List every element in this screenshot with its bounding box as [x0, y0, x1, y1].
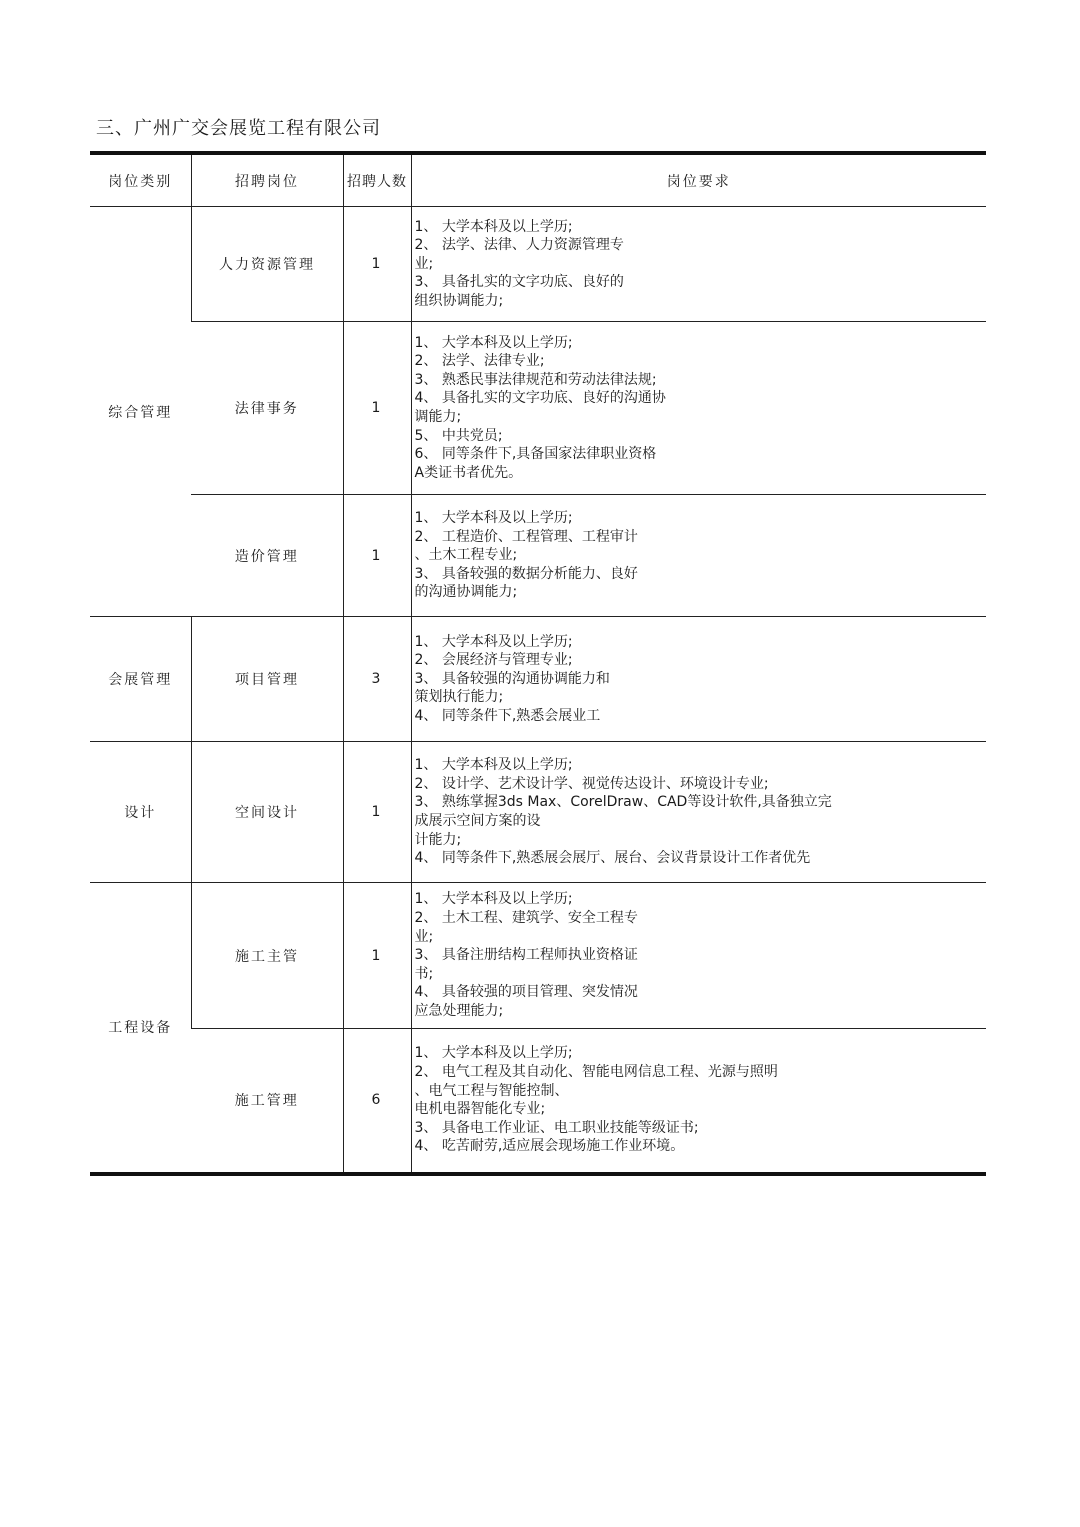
count-cell: 6 [343, 1029, 411, 1174]
requirement-line: 5、 中共党员; [414, 427, 503, 444]
requirement-line: 业; [414, 928, 434, 945]
category-cell: 综合管理 [90, 207, 191, 617]
table-row [90, 742, 986, 883]
table-row [90, 617, 986, 742]
requirement-line: 3、 熟悉民事法律规范和劳动法律法规; [414, 371, 657, 388]
count-cell: 1 [343, 495, 411, 617]
requirement-line: 2、 法学、法律、人力资源管理专 [414, 237, 624, 254]
requirements-list [415, 756, 987, 868]
requirement-line: 2、 会展经济与管理专业; [414, 652, 573, 669]
header-requirements: 岗位要求 [411, 153, 986, 207]
requirement-line: 1、 大学本科及以上学历; [414, 633, 573, 650]
requirement-line: 、土木工程专业; [414, 547, 518, 564]
requirements-list [415, 334, 987, 483]
table-row [90, 495, 986, 617]
requirement-line: 2、 工程造价、工程管理、工程审计 [414, 528, 638, 545]
count-cell: 1 [343, 207, 411, 322]
requirement-line: 1、 大学本科及以上学历; [414, 1045, 573, 1062]
requirement-line: 4、 具备扎实的文字功底、良好的沟通协 [414, 390, 666, 407]
requirement-line: 书; [414, 965, 434, 982]
position-cell: 空间设计 [191, 742, 343, 883]
requirement-line: 2、 土木工程、建筑学、安全工程专 [414, 910, 638, 927]
table-row [90, 322, 986, 495]
count-cell: 1 [343, 883, 411, 1029]
requirement-line: 4、 同等条件下,熟悉展会展厅、展台、会议背景设计工作者优先 [414, 850, 811, 867]
requirements-list [415, 633, 987, 726]
header-category: 岗位类别 [90, 153, 191, 207]
requirements-cell [411, 1029, 986, 1174]
requirements-cell [411, 883, 986, 1029]
header-count: 招聘人数 [343, 153, 411, 207]
count-cell: 3 [343, 617, 411, 742]
requirement-line: 3、 具备注册结构工程师执业资格证 [414, 947, 638, 964]
requirement-line: 3、 具备电工作业证、电工职业技能等级证书; [414, 1119, 699, 1136]
table-header-row [90, 153, 986, 207]
position-cell: 人力资源管理 [191, 207, 343, 322]
requirements-list [415, 509, 987, 602]
requirement-line: 1、 大学本科及以上学历; [414, 218, 573, 235]
category-cell: 会展管理 [90, 617, 191, 742]
requirements-cell [411, 322, 986, 495]
requirement-line: 计能力; [414, 831, 462, 848]
requirement-line: 2、 电气工程及其自动化、智能电网信息工程、光源与照明 [414, 1064, 778, 1081]
requirement-line: 、电气工程与智能控制、 [414, 1082, 569, 1099]
requirement-line: 应急处理能力; [414, 1002, 504, 1019]
table-row [90, 207, 986, 322]
requirement-line: 调能力; [414, 409, 462, 425]
requirement-line: 3、 具备较强的数据分析能力、良好 [414, 565, 638, 582]
requirement-line: 电机电器智能化专业; [414, 1101, 546, 1118]
position-cell: 施工主管 [191, 883, 343, 1029]
requirement-line: 3、 具备扎实的文字功底、良好的 [414, 274, 624, 291]
requirements-cell [411, 495, 986, 617]
requirement-line: 6、 同等条件下,具备国家法律职业资格 [414, 446, 657, 463]
requirement-line: 2、 法学、法律专业; [414, 353, 545, 370]
requirement-line: 1、 大学本科及以上学历; [414, 757, 573, 774]
category-cell: 工程设备 [90, 883, 191, 1174]
requirement-line: 4、 吃苦耐劳,适应展会现场施工作业环境。 [414, 1138, 685, 1155]
requirement-line: 1、 大学本科及以上学历; [414, 891, 573, 908]
recruitment-table-container [90, 151, 986, 1176]
count-cell: 1 [343, 322, 411, 495]
requirement-line: 成展示空间方案的设 [414, 813, 541, 829]
requirements-list [415, 1044, 987, 1156]
requirement-line: 2、 设计学、艺术设计学、视觉传达设计、环境设计专业; [414, 775, 769, 792]
recruitment-table [90, 151, 986, 1176]
requirements-cell [411, 207, 986, 322]
position-cell: 造价管理 [191, 495, 343, 617]
requirement-line: 组织协调能力; [414, 292, 504, 309]
requirement-line: 的沟通协调能力; [414, 584, 518, 601]
requirements-cell [411, 617, 986, 742]
table-row [90, 1029, 986, 1174]
requirements-cell [411, 742, 986, 883]
requirement-line: 3、 熟练掌握3ds Max、CorelDraw、CAD等设计软件,具备独立完 [414, 794, 832, 811]
requirement-line: A类证书者优先。 [414, 464, 523, 481]
category-cell: 设计 [90, 742, 191, 883]
count-cell: 1 [343, 742, 411, 883]
position-cell: 项目管理 [191, 617, 343, 742]
requirement-line: 1、 大学本科及以上学历; [414, 510, 573, 527]
requirement-line: 业; [414, 255, 434, 272]
requirement-line: 1、 大学本科及以上学历; [414, 334, 573, 351]
page-title: 三、广州广交会展览工程有限公司 [96, 118, 381, 139]
requirements-list [415, 890, 987, 1020]
position-cell: 施工管理 [191, 1029, 343, 1174]
table-row [90, 883, 986, 1029]
requirements-list [415, 218, 987, 311]
header-position: 招聘岗位 [191, 153, 343, 207]
requirement-line: 4、 具备较强的项目管理、突发情况 [414, 984, 638, 1001]
position-cell: 法律事务 [191, 322, 343, 495]
requirement-line: 4、 同等条件下,熟悉会展业工 [414, 707, 601, 724]
requirement-line: 3、 具备较强的沟通协调能力和 [414, 670, 610, 687]
requirement-line: 策划执行能力; [414, 689, 504, 706]
